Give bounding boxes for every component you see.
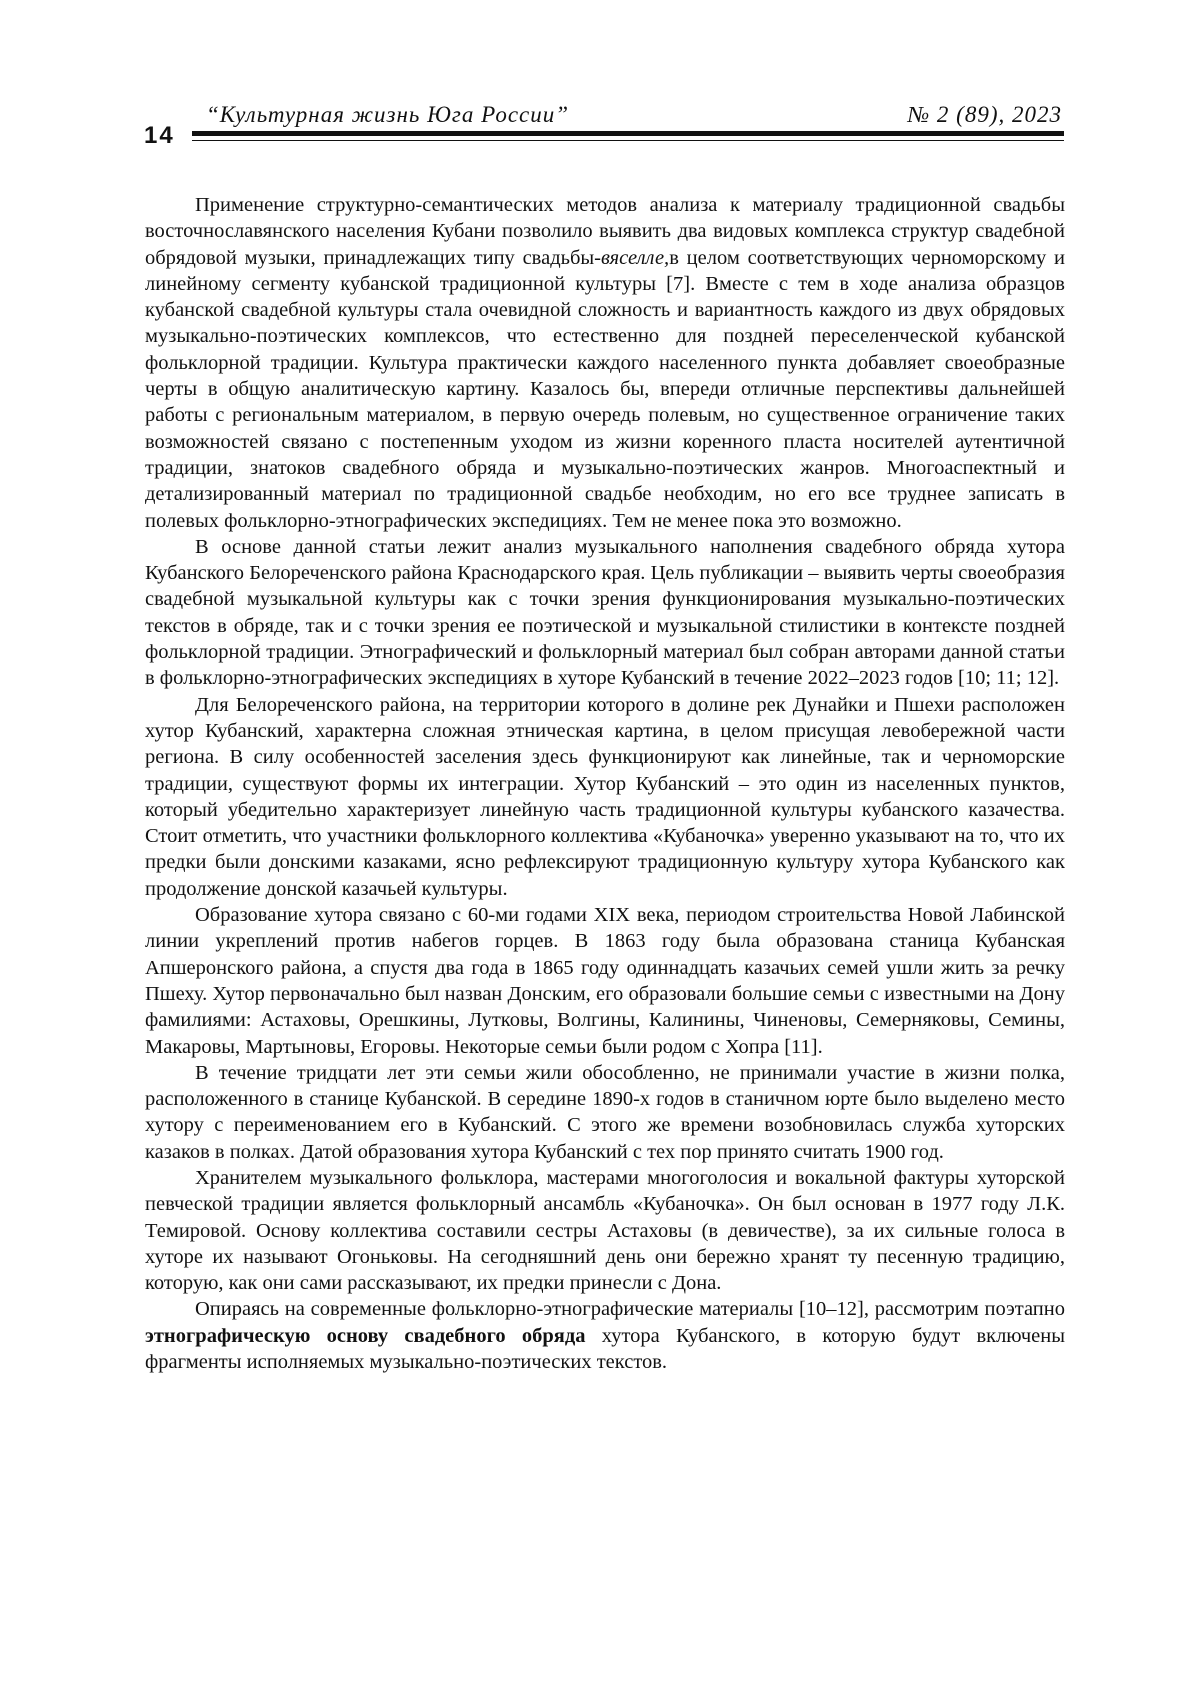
paragraph-3: Для Белореченского района, на территории которого в долине рек Дунайки и Пшехи расположен хутор Кубанский, характерна сложная этническая картина, в целом присущая левобережной части региона. В силу особенностей заселения здесь функционируют как линейные, так и черноморские традиции, существуют формы их интеграции. Хутор Кубанский – это один из населенных пунктов, который убедительно характеризует линейную часть традиционной культуры кубанского казачества. Стоит отметить, что участники фольклорного коллектива «Кубаночка» уверенно указывают на то, что их предки были донскими казаками, ясно рефлексируют традиционную культуру хутора Кубанского как продолжение донской казачьей культуры.: [145, 692, 1065, 902]
paragraph-7-bold-phrase: этнографическую основу свадебного обряда: [145, 1325, 586, 1347]
paragraph-7-text: Опираясь на современные фольклорно-этнографические материалы [10–12], рассмотрим поэтапно: [195, 1298, 1065, 1320]
paragraph-6: Хранителем музыкального фольклора, мастерами многоголосия и вокальной фактуры хуторской певческой традиции является фольклорный ансамбль «Кубаночка». Он был основан в 1977 году Л.К. Темировой. Основу коллектива составили сестры Астаховы (в девичестве), за их сильные голоса в хуторе их называют Огоньковы. На сегодняшний день они бережно хранят ту песенную традицию, которую, как они сами рассказывают, их предки принесли с Дона.: [145, 1165, 1065, 1296]
paragraph-1-italic-term: вясел­ле,: [601, 247, 669, 269]
paragraph-7-text-cont: хутора Кубанского, в которую будут включены фрагменты исполняемых музыкально-поэтических текстов.: [145, 1325, 1065, 1373]
paragraph-2: В основе данной статьи лежит анализ музыкального наполнения свадебного обряда хутора Кубанского Белореченского района Краснодарского края. Цель публикации – выявить черты своеобразия свадебной музыкальной культуры как с точки зрения функционирования музыкально-поэтических текстов в обряде, так и с точки зрения ее поэтической и музыкальной стилистики в контексте поздней фольклорной традиции. Этнографический и фольклорный материал был собран авторами данной статьи в фольклорно-этнографических экспедициях в хуторе Кубанский в течение 2022–2023 годов [10; 11; 12].: [145, 534, 1065, 692]
journal-page: [0, 0, 1200, 1698]
page-number: 14: [144, 124, 175, 148]
paragraph-4: Образование хутора связано с 60-ми годами XIX века, периодом строительства Новой Лабинской линии укреплений против набегов горцев. В 1863 году была образована станица Кубанская Апшеронского района, а спустя два года в 1865 году одиннадцать казачьих семей ушли жить за речку Пшеху. Хутор первоначально был назван Донским, его образовали большие семьи с известными на Дону фамилиями: Астаховы, Орешкины, Лутковы, Волгины, Калинины, Чиненовы, Семерняковы, Семины, Макаровы, Мартыновы, Егоровы. Некоторые семьи были родом с Хопра [11].: [145, 902, 1065, 1060]
paragraph-1-text: Применение структурно-семантических методов анализа к материалу традиционной свадьбы восточнославянского населения Кубани позволило выявить два видовых комплекса структур свадебной обрядовой музыки, принадлежащих типу свадьбы-: [145, 194, 1065, 269]
paragraph-1-text-cont: в целом соответствующих черноморскому и линейному сегменту кубанской традиционной культуры [7]. Вместе с тем в ходе анализа образцов кубанской свадебной культуры стала очевидной сложность и вариантность каждого из двух обрядовых музыкально-поэтических комплексов, что естественно для поздней переселенческой кубанской фольклорной традиции. Культура практически каждого населенного пункта добавляет своеобразные черты в общую аналитическую картину. Казалось бы, впереди отличные перспективы дальнейшей работы с региональным материалом, в первую очередь полевым, но существенное ограничение таких возможностей связано с постепенным уходом из жизни коренного пласта носителей аутентичной традиции, знатоков свадебного обряда и музыкально-поэтических жанров. Многоаспектный и детализированный материал по традиционной свадьбе необходим, но его все труднее записать в полевых фольклорно-этнографических экспедициях. Тем не менее пока это возможно.: [145, 247, 1065, 532]
paragraph-5: В течение тридцати лет эти семьи жили обособленно, не принимали участие в жизни полка, расположенного в станице Кубанской. В середине 1890-х годов в станичном юрте было выделено место хутору с переименованием его в Кубанский. С этого же времени возобновилась служба хуторских казаков в полках. Датой образования хутора Кубанский с тех пор принято считать 1900 год.: [145, 1060, 1065, 1165]
header-rule-thick: [192, 131, 1064, 136]
paragraph-1: [145, 192, 1065, 534]
journal-title: “Культурная жизнь Юга России”: [206, 102, 569, 128]
header-rule-thin: [192, 140, 1064, 141]
issue-number: № 2 (89), 2023: [907, 102, 1062, 128]
paragraph-7: [145, 1296, 1065, 1375]
article-body: [145, 192, 1065, 1375]
